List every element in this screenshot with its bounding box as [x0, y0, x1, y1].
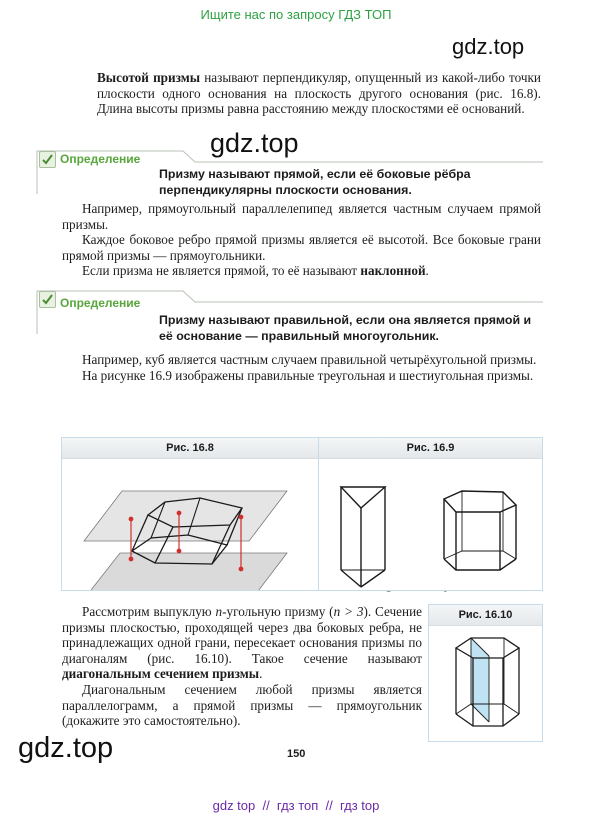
- term-prism-height: Высотой призмы: [97, 70, 201, 85]
- figure-16-10: [428, 604, 543, 742]
- paragraph: Например, куб является частным случаем правильной четырёхугольной призмы.: [82, 352, 537, 367]
- paragraph-text: ). Сечение призмы плоскостью, проходящей через два боковых ребра, не принадлежащих одной грани, пересекает основания призмы по диагоналям (рис. 16.10). Такое сечение называют: [62, 604, 422, 666]
- regular-prisms-diagram: [319, 459, 542, 590]
- figure-caption: Рис. 16.10: [429, 605, 542, 626]
- paragraph-text: Рассмотрим выпуклую: [82, 604, 216, 619]
- watermark: gdz.top: [210, 128, 299, 158]
- checkmark-icon: [39, 151, 56, 168]
- definition-text: Призму называют прямой, если её боковые рёбра перпендикулярны плоскости основания.: [159, 167, 471, 197]
- paragraph: Диагональным сечением любой призмы является параллелограмм, а прямой призмы — прямоугольник (докажите это самостоятельно).: [62, 681, 422, 729]
- definition-heading: Определение: [60, 296, 141, 310]
- paragraph-text: -угольную призму (: [222, 604, 334, 619]
- paragraph-text: .: [425, 263, 429, 279]
- paragraph: На рисунке 16.9 изображены правильные треугольная и шестиугольная призмы.: [82, 367, 534, 383]
- condition: n > 3: [333, 604, 364, 619]
- paragraph: [62, 604, 422, 682]
- definition-right-prism: [35, 150, 545, 197]
- paragraph: Каждое боковое ребро прямой призмы является её высотой. Все боковые грани прямой призмы — прямоугольники.: [62, 232, 541, 263]
- figure-caption: Рис. 16.9: [319, 438, 542, 459]
- watermark: gdz.top: [18, 732, 114, 764]
- footer-links[interactable]: gdz top // гдз топ // гдз top: [212, 798, 380, 813]
- term-diagonal-section: диагональным сечением призмы: [62, 666, 260, 682]
- top-banner[interactable]: Ищите нас по запросу ГДЗ ТОП: [200, 7, 392, 22]
- regular-prism-paragraphs: [62, 352, 541, 383]
- paragraph-text: Если призма не является прямой, то её называют: [82, 263, 361, 279]
- figure-16-8: [61, 437, 319, 591]
- intro-paragraph: [97, 70, 541, 117]
- variable-n: n: [215, 604, 223, 619]
- diagonal-section-paragraphs: [62, 604, 422, 729]
- paragraph: Например, прямоугольный параллелепипед является частным случаем прямой призмы.: [62, 201, 541, 232]
- intro-text: называют перпендикуляр, опущенный из какой-либо точки плоскости одного основания на плоскость другого основания (рис. 16.8). Длина высоты призмы равна расстоянию между плоскостями её оснований.: [97, 70, 541, 117]
- right-prism-paragraphs: [62, 201, 541, 279]
- checkmark-icon: [39, 291, 56, 308]
- definition-text: Призму называют правильной, если она является прямой и её основание — правильный многоугольник.: [159, 313, 532, 343]
- paragraph-text: .: [259, 666, 263, 682]
- oblique-prism-height-diagram: [62, 459, 318, 590]
- watermark: gdz.top: [452, 34, 525, 59]
- figure-caption: Рис. 16.8: [62, 438, 318, 459]
- figure-16-9: [318, 437, 543, 591]
- term-oblique: наклонной: [360, 263, 426, 279]
- definition-heading: Определение: [60, 152, 141, 166]
- paragraph: [62, 263, 541, 279]
- page-number: 150: [287, 748, 306, 760]
- definition-regular-prism: [35, 290, 545, 343]
- diagonal-section-diagram: [429, 626, 542, 742]
